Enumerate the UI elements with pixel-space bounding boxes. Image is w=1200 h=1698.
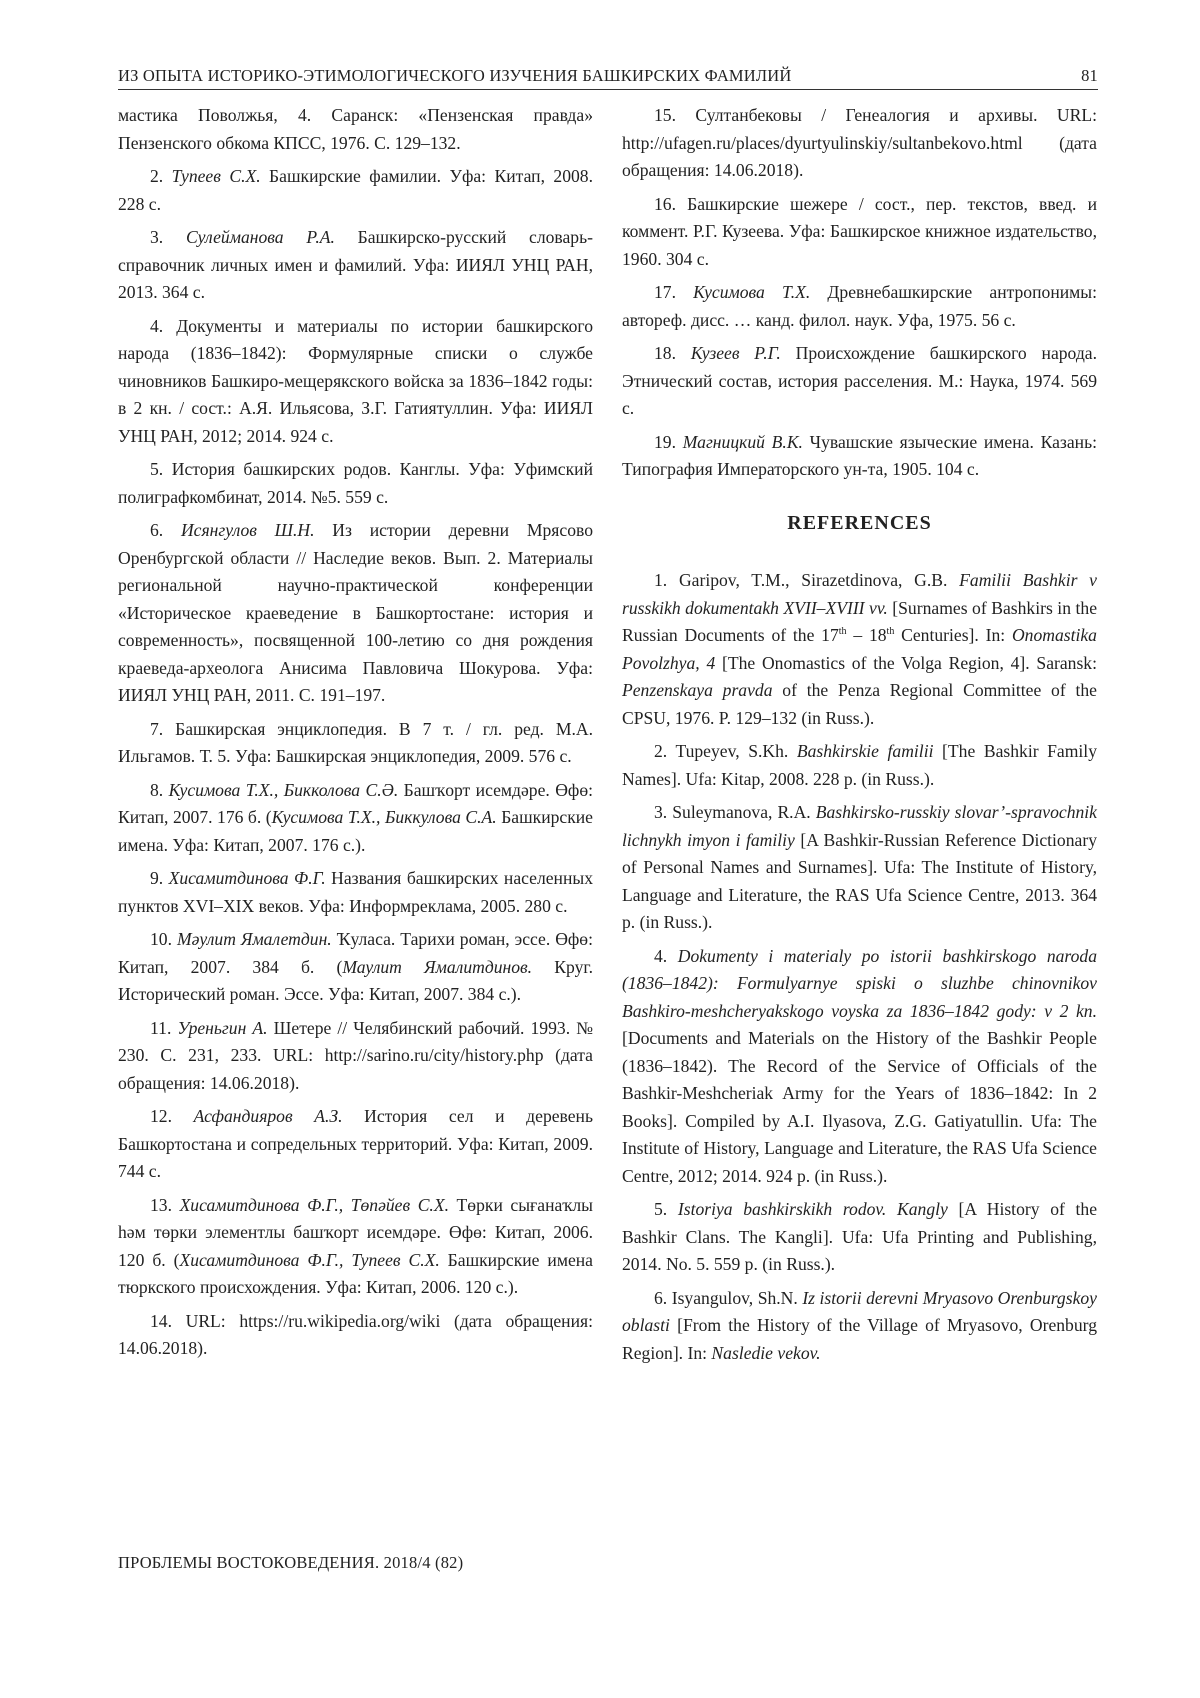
reference-text: 4. [654, 945, 678, 966]
reference-text: 5. История башкирских родов. Канглы. Уфа: Уфимский полиграфкомбинат, 2014. №5. 559 с. [118, 459, 593, 507]
reference-italic-text: Onomastika Povolzhya, 4 [622, 625, 1097, 673]
reference-text: 10. [150, 929, 177, 949]
reference-italic-text: Мәулит Ямалетдин. [176, 929, 332, 949]
reference-text: 3. Suleymanova, R.A. [654, 802, 816, 822]
reference-italic-text: Кусимова Т.Х., Биккулова С.А. [271, 807, 497, 827]
reference-text: 9. [150, 868, 169, 888]
reference-text: Башкирско-русский словарь-справочник личных имен и фамилий. Уфа: ИИЯЛ УНЦ РАН, 2013. 364 с. [118, 227, 593, 302]
reference-entry [622, 943, 1097, 1191]
reference-text: Названия башкирских населенных пунктов XVI–XIX веков. Уфа: Информреклама, 2005. 280 с. [118, 868, 593, 916]
reference-text: of the Penza Regional Committee of the CPSU, 1976. P. 129–132 (in Russ.). [622, 680, 1097, 728]
reference-entry [622, 340, 1097, 423]
reference-text: Башкирские имена тюркского происхождения. Уфа: Китап, 2006. 120 с.). [118, 1249, 593, 1297]
reference-text: [A Bashkir-Russian Reference Dictionary of Personal Names and Surnames]. Ufa: The Institute of History, Language and Literature, the RAS Ufa Science Centre, 2013. 364 p. (in Russ.). [622, 829, 1097, 932]
reference-italic-text: Penzenskaya pravda [622, 680, 773, 700]
reference-text: Башкирские фамилии. Уфа: Китап, 2008. 228 с. [118, 166, 593, 214]
reference-text: [Surnames of Bashkirs in the Russian Documents of the 17 [622, 597, 1097, 645]
reference-text: 3. [150, 227, 186, 247]
journal-footer: ПРОБЛЕМЫ ВОСТОКОВЕДЕНИЯ. 2018/4 (82) [118, 1553, 464, 1572]
page-number: 81 [1081, 66, 1098, 85]
reference-text: 16. Башкирские шежере / сост., пер. текстов, введ. и коммент. Р.Г. Кузеева. Уфа: Башкирское книжное издательство, 1960. 304 с. [622, 193, 1097, 269]
reference-italic-text: Хисамитдинова Ф.Г., Төпәйев С.Х. [179, 1194, 449, 1215]
reference-text: 18. [654, 343, 691, 363]
reference-entry [118, 716, 593, 771]
reference-text: 7. Башкирская энциклопедия. В 7 т. / гл. ред. М.А. Ильгамов. Т. 5. Уфа: Башкирская энциклопедия, 2009. 576 с. [118, 718, 593, 766]
reference-italic-text: Магницкий В.К. [682, 431, 803, 452]
reference-italic-text: Исянгулов Ш.Н. [180, 520, 315, 540]
reference-italic-text: Bashkirskie familii [796, 741, 934, 761]
reference-italic-text: Кусимова Т.Х., Бикколова С.Ә. [168, 779, 399, 800]
reference-entry [118, 1015, 593, 1098]
reference-superscript: th [886, 626, 895, 638]
reference-entry [118, 926, 593, 1009]
reference-entry [118, 1103, 593, 1186]
reference-text: Башкирские имена. Уфа: Китап, 2007. 176 с.). [118, 807, 593, 855]
reference-text: 6. [150, 520, 181, 540]
reference-entry [118, 1308, 593, 1363]
reference-text: История сел и деревень Башкортостана и сопредельных территорий. Уфа: Китап, 2009. 744 с. [118, 1106, 593, 1181]
reference-entry [622, 191, 1097, 274]
reference-text: 11. [150, 1017, 178, 1038]
reference-text: [The Onomastics of the Volga Region, 4]. Saransk: [715, 652, 1097, 673]
reference-text: 2. Tupeyev, S.Kh. [654, 741, 797, 761]
reference-text: 5. [654, 1199, 678, 1219]
reference-italic-text: Хисамитдинова Ф.Г. [168, 868, 326, 888]
reference-italic-text: Bashkirsko-russkiy slovar’-spravochnik lichnykh imyon i familiy [622, 802, 1097, 850]
reference-text: – 18 [846, 625, 887, 645]
reference-text: 19. [654, 431, 683, 452]
reference-italic-text: Istoriya bashkirskikh rodov. Kangly [677, 1199, 948, 1219]
reference-italic-text: Сулейманова Р.А. [185, 227, 335, 247]
reference-italic-text: Кусимова Т.Х. [693, 282, 811, 302]
reference-entry [118, 313, 593, 451]
reference-text: [A History of the Bashkir Clans. The Kangli]. Ufa: Ufa Printing and Publishing, 2014. No. 5. 559 p. (in Russ.). [622, 1199, 1098, 1274]
reference-text: 14. URL: https://ru.wikipedia.org/wiki (дата обращения: 14.06.2018). [118, 1310, 593, 1358]
running-header [118, 56, 1098, 90]
reference-text: 15. Султанбековы / Генеалогия и архивы. URL: http://ufagen.ru/places/dyurtyulinskiy/sultanbekovo.html (дата обращения: 14.06.2018). [622, 105, 1097, 180]
reference-entry [118, 777, 593, 860]
reference-italic-text: Nasledie vekov. [711, 1342, 821, 1363]
reference-entry [622, 738, 1097, 793]
reference-text: Ҡуласа. Тарихи роман, эссе. Өфө: Китап, 2007. 384 б. ( [118, 929, 593, 977]
reference-entry [118, 456, 593, 511]
reference-italic-text: Тупеев С.Х. [171, 166, 261, 186]
reference-entry [622, 102, 1097, 185]
reference-entry [622, 279, 1097, 334]
reference-text: мастика Поволжья, 4. Саранск: «Пензенская правда» Пензенского обкома КПСС, 1976. С. 129–132. [118, 105, 593, 153]
reference-italic-text: Маулит Ямалитдинов. [342, 956, 533, 977]
reference-text: Төрки сығанаҡлы һәм төрки элементлы башҡорт исемдәре. Өфө: Китап, 2006. 120 б. ( [118, 1194, 593, 1270]
reference-text: Чувашские языческие имена. Казань: Типография Императорского ун-та, 1905. 104 с. [622, 431, 1097, 479]
reference-text: Шетере // Челябинский рабочий. 1993. № 230. С. 231, 233. URL: http://sarino.ru/city/history.php (дата обращения: 14.06.2018). [118, 1017, 593, 1093]
reference-text: 1. Garipov, T.M., Sirazetdinova, G.B. [654, 570, 960, 590]
references-heading: REFERENCES [787, 511, 932, 534]
reference-text: 4. Документы и материалы по истории башкирского народа (1836–1842): Формулярные списки о службе чиновников Башкиро-мещерякского войска за 1836–1842 годы: в 2 кн. / сост.: А.Я. Ильясова, З.Г. Гатиятуллин. Уфа: ИИЯЛ УНЦ РАН, 2012; 2014. 924 с. [118, 315, 593, 446]
reference-superscript: th [838, 626, 847, 638]
reference-text: [The Bashkir Family Names]. Ufa: Kitap, 2008. 228 p. (in Russ.). [622, 741, 1097, 789]
reference-text: Древнебашкирские антропонимы: автореф. дисс. … канд. филол. наук. Уфа, 1975. 56 с. [622, 282, 1097, 330]
reference-italic-text: Familii Bashkir v russkikh dokumentakh XVII–XVIII vv. [622, 570, 1097, 618]
left-column [118, 102, 593, 1369]
reference-text: Башҡорт исемдәре. Өфө: Китап, 2007. 176 б. ( [118, 779, 594, 827]
reference-text: 13. [150, 1194, 180, 1215]
reference-italic-text: Асфандияров А.З. [193, 1106, 343, 1126]
reference-italic-text: Dokumenty i materialy po istorii bashkirskogo naroda (1836–1842): Formulyarnye spiski o sluzhbe chinovnikov Bashkiro-meshcheryakskogo voyska za 1836–1842 gody: v 2 kn. [622, 945, 1098, 1021]
running-title: ИЗ ОПЫТА ИСТОРИКО-ЭТИМОЛОГИЧЕСКОГО ИЗУЧЕНИЯ БАШКИРСКИХ ФАМИЛИЙ [118, 66, 792, 85]
reference-text: Круг. Исторический роман. Эссе. Уфа: Китап, 2007. 384 с.). [118, 956, 594, 1004]
reference-text: [Documents and Materials on the History of the Bashkir People (1836–1842). The Record of the Service of Officials of the Bashkir-Meshcheriak Army for the Years of 1836–1842: In 2 Books]. Compiled by A.I. Ilyasova, Z.G. Gatiyatullin. Ufa: The Institute of History, Language and Literature, the RAS Ufa Science Centre, 2012; 2014. 924 p. (in Russ.). [622, 1028, 1097, 1186]
reference-entry [118, 102, 593, 157]
reference-text: Из истории деревни Мрясово Оренбургской области // Наследие веков. Вып. 2. Материалы региональной научно-практической конференции «Историческое краеведение в Башкортостане: история и современность», посвященной 100-летию со дня рождения краеведа-археолога Анисима Павловича Шокурова. Уфа: ИИЯЛ УНЦ РАН, 2011. С. 191–197. [118, 520, 593, 705]
transliterated-references [622, 567, 1097, 1367]
reference-text: Centuries]. In: [894, 625, 1012, 645]
reference-entry [118, 163, 593, 218]
reference-italic-text: Хисамитдинова Ф.Г., Тупеев С.Х. [179, 1249, 440, 1270]
reference-text: 17. [654, 282, 694, 302]
reference-text: 6. Isyangulov, Sh.N. [654, 1287, 803, 1308]
reference-entry [118, 224, 593, 307]
reference-text: 2. [150, 166, 172, 186]
reference-entry [622, 1196, 1097, 1279]
reference-text: 12. [150, 1106, 194, 1126]
reference-italic-text: Кузеев Р.Г. [690, 343, 781, 363]
reference-text: [From the History of the Village of Mryasovo, Orenburg Region]. In: [622, 1315, 1097, 1363]
reference-entry [118, 517, 593, 710]
right-column [622, 102, 1097, 1373]
reference-text: Происхождение башкирского народа. Этнический состав, история расселения. М.: Наука, 1974. 569 с. [622, 343, 1098, 418]
reference-italic-text: Уреньгин А. [177, 1017, 268, 1038]
russian-references-continued [622, 102, 1097, 484]
reference-entry [622, 429, 1097, 484]
reference-text: 8. [150, 779, 169, 800]
reference-italic-text: Iz istorii derevni Mryasovo Orenburgskoy oblasti [622, 1287, 1097, 1335]
reference-entry [118, 865, 593, 920]
reference-entry [622, 1285, 1097, 1368]
reference-entry [622, 567, 1097, 732]
reference-entry [622, 799, 1097, 937]
reference-entry [118, 1192, 593, 1302]
